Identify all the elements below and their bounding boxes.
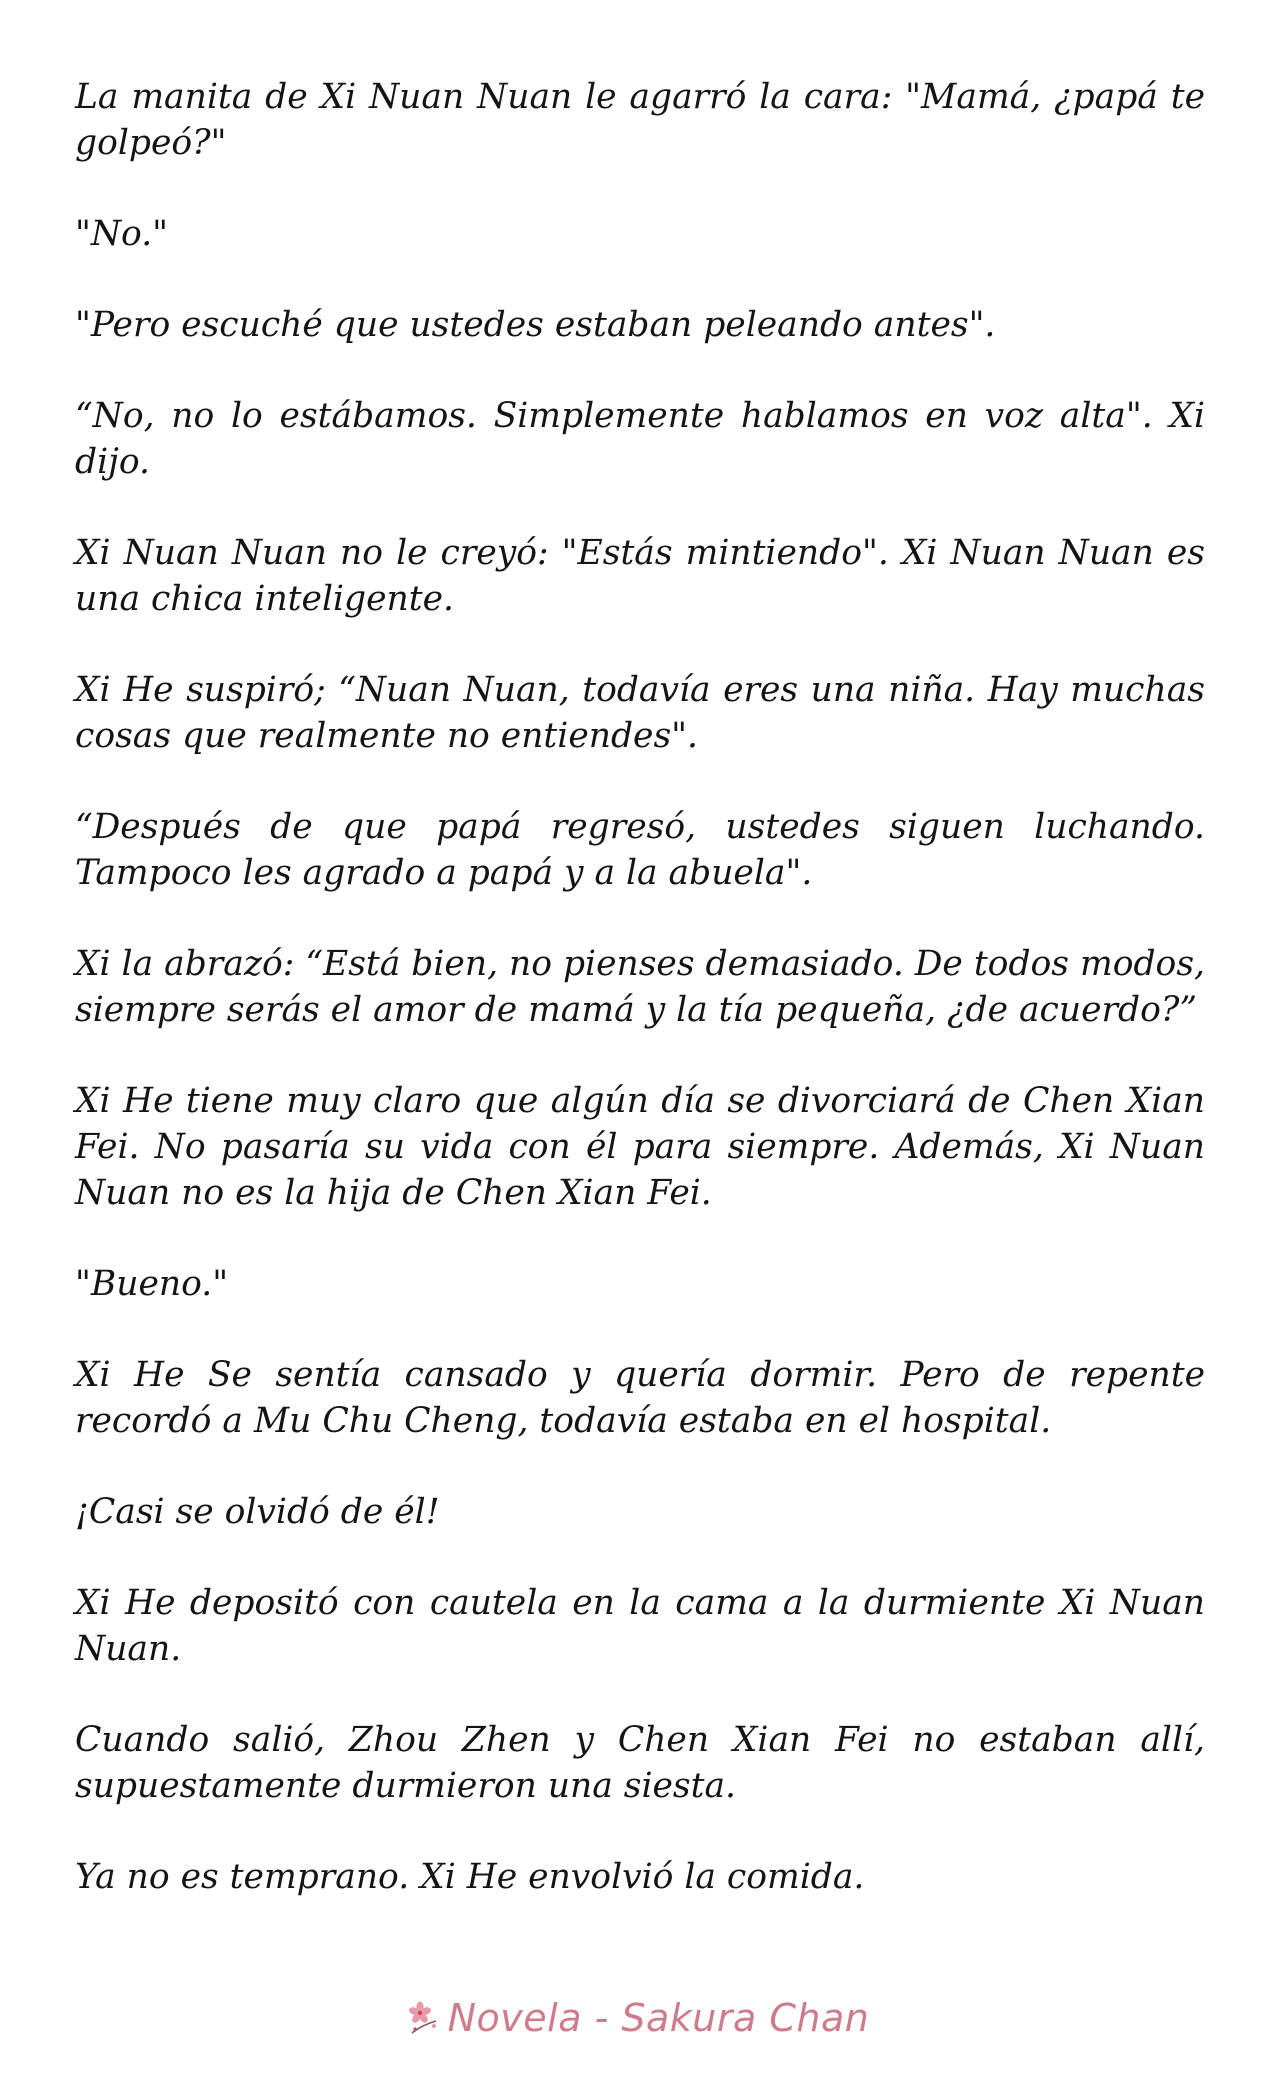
paragraph-8: Xi la abrazó: “Está bien, no pienses demasiado. De todos modos, siempre serás el amor de mamá y la tía pequeña, ¿de acuerdo?”	[75, 944, 1205, 1030]
paragraph-1: La manita de Xi Nuan Nuan le agarró la cara: "Mamá, ¿papá te golpeó?"	[75, 77, 1205, 163]
paragraph-9: Xi He tiene muy claro que algún día se divorciará de Chen Xian Fei. No pasaría su vida con él para siempre. Además, Xi Nuan Nuan no es la hija de Chen Xian Fei.	[75, 1081, 1205, 1213]
watermark-text: Novela - Sakura Chan	[447, 1996, 870, 2040]
paragraph-14: Cuando salió, Zhou Zhen y Chen Xian Fei no estaban allí, supuestamente durmieron una siesta.	[75, 1720, 1205, 1806]
paragraph-12: ¡Casi se olvidó de él!	[75, 1492, 440, 1532]
paragraph-15: Ya no es temprano. Xi He envolvió la comida.	[75, 1857, 865, 1897]
paragraph-6: Xi He suspiró; “Nuan Nuan, todavía eres una niña. Hay muchas cosas que realmente no entiendes".	[75, 670, 1205, 756]
paragraph-4: “No, no lo estábamos. Simplemente hablamos en voz alta". Xi dijo.	[75, 396, 1205, 482]
watermark	[406, 1996, 870, 2040]
paragraph-13: Xi He depositó con cautela en la cama a la durmiente Xi Nuan Nuan.	[75, 1583, 1205, 1669]
paragraph-5: Xi Nuan Nuan no le creyó: "Estás mintiendo". Xi Nuan Nuan es una chica inteligente.	[75, 533, 1205, 619]
paragraph-7: “Después de que papá regresó, ustedes siguen luchando. Tampoco les agrado a papá y a la abuela".	[75, 807, 1205, 893]
watermark-footer	[0, 1988, 1275, 2048]
chapter-text	[75, 74, 1205, 1900]
paragraph-11: Xi He Se sentía cansado y quería dormir. Pero de repente recordó a Mu Chu Cheng, todavía estaba en el hospital.	[75, 1355, 1205, 1441]
cherry-blossom-icon	[406, 1999, 444, 2037]
paragraph-10: "Bueno."	[75, 1264, 229, 1304]
paragraph-3: "Pero escuché que ustedes estaban peleando antes".	[75, 305, 996, 345]
paragraph-2: "No."	[75, 214, 169, 254]
